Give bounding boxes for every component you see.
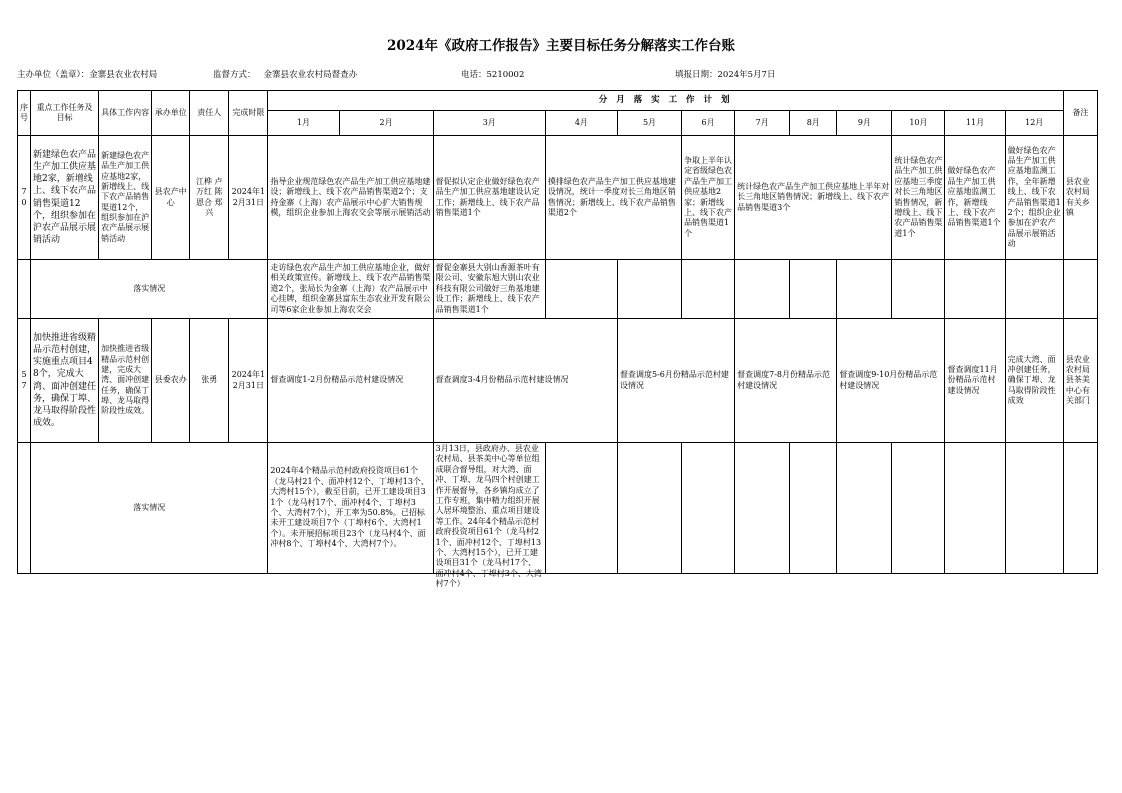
plan-m1-2: 指导企业规范绿色农产品生产加工供应基地建设；新增线上、线下农产品销售渠道2个；支持金寨（上海）农产品展示中心扩大销售规模，组织企业参加上海农交会等展示展销活动 xyxy=(268,136,433,260)
task-ledger-table xyxy=(17,90,1098,589)
plan-m3: 督促拟认定企业做好绿色农产品生产加工供应基地建设认定工作；新增线上、线下农产品销售渠道1个 xyxy=(433,136,545,260)
month-header: 6月 xyxy=(682,111,735,136)
empty-cell xyxy=(945,260,1005,319)
plan-m10: 统计绿色农产品生产加工供应基地三季度对长三角地区销售情况，新增线上、线下农产品销售渠道1个 xyxy=(892,136,945,260)
row-unit: 县农产中心 xyxy=(152,136,190,260)
table-row-progress xyxy=(18,260,1098,319)
empty-cell xyxy=(545,443,617,574)
col-remark: 备注 xyxy=(1063,91,1097,136)
row-deadline: 2024年12月31日 xyxy=(229,136,268,260)
row-person: 江桦 卢万红 陈恩合 郑兴 xyxy=(190,136,229,260)
progress-m1-2: 走访绿色农产品生产加工供应基地企业，做好相关政策宣传。新增线上、线下农产品销售渠道2个，张局长为金寨（上海）农产品展示中心挂牌，组织金寨县富东生态农业开发有限公司等6家企业参加上海农交会 xyxy=(268,260,433,319)
supervision-label: 监督方式： xyxy=(213,70,256,80)
row-deadline: 2024年12月31日 xyxy=(229,319,268,443)
month-header: 4月 xyxy=(545,111,617,136)
empty-cell xyxy=(892,443,945,574)
row-seq: 57 xyxy=(18,319,31,443)
month-header: 3月 xyxy=(433,111,545,136)
progress-m1-2: 2024年4个精品示范村政府投资项目61个（龙马村21个、面冲村12个、丁埠村13个、大湾村15个），截至目前，已开工建设项目31个（龙马村17个、面冲村4个、丁埠村3个、大湾村7个），开工率为50.8%。已招标未开工建设项目7个（丁埠村6个、大湾村1个）。未开展招标项目23个（龙马村4个、面冲村8个、丁埠村4个、大湾村7个）。 xyxy=(268,443,433,574)
month-header: 12月 xyxy=(1005,111,1063,136)
plan-m4-5: 摸排绿色农产品生产加工供应基地建设情况，统计一季度对长三角地区销售情况；新增线上、线下农产品销售渠道2个 xyxy=(545,136,681,260)
month-header: 10月 xyxy=(892,111,945,136)
row-task: 新建绿色农产品生产加工供应基地2家，新增线上、线下农产品销售渠道12个，组织参加在沪农产品展示展销活动 xyxy=(31,136,99,260)
progress-label: 落实情况 xyxy=(31,443,268,574)
empty-cell xyxy=(790,260,837,319)
progress-m3 xyxy=(433,443,545,589)
empty-cell xyxy=(18,260,31,319)
plan-m7-9: 统计绿色农产品生产加工供应基地上半年对长三角地区销售情况；新增线上、线下农产品销售渠道3个 xyxy=(735,136,892,260)
plan-m5-6: 督查调度5-6月份精品示范村建设情况 xyxy=(617,319,734,443)
empty-cell xyxy=(682,260,735,319)
empty-cell xyxy=(892,260,945,319)
row-unit: 县委农办 xyxy=(152,319,190,443)
col-monthly-plan: 分 月 落 实 工 作 计 划 xyxy=(268,91,1063,111)
phone-value: 5210002 xyxy=(486,70,525,80)
empty-cell xyxy=(1005,443,1063,574)
row-remark: 县农业农村局有关乡镇 xyxy=(1063,136,1097,260)
table-row-progress xyxy=(18,443,1098,574)
header-row-1 xyxy=(18,91,1098,111)
sponsor-info xyxy=(17,68,157,80)
date-value: 2024年5月7日 xyxy=(717,70,776,80)
empty-cell xyxy=(945,443,1005,574)
progress-label: 落实情况 xyxy=(31,260,268,319)
empty-cell xyxy=(617,260,681,319)
empty-cell xyxy=(18,443,31,574)
plan-m11: 做好绿色农产品生产加工供应基地监测工作，新增线上、线下农产品销售渠道1个 xyxy=(945,136,1005,260)
table-row xyxy=(18,136,1098,260)
plan-m11: 督查调度11月份精品示范村建设情况 xyxy=(945,319,1005,443)
empty-cell xyxy=(735,443,790,574)
phone-label: 电话： xyxy=(461,70,487,80)
plan-m6: 争取上半年认定省级绿色农产品生产加工供应基地2家；新增线上、线下农产品销售渠道1个 xyxy=(682,136,735,260)
month-header: 9月 xyxy=(837,111,892,136)
plan-m12: 完成大湾、面冲创建任务，确保丁埠、龙马取得阶段性成效 xyxy=(1005,319,1063,443)
month-header: 5月 xyxy=(617,111,681,136)
row-content: 新建绿色农产品生产加工供应基地2家，新增线上、线下农产品销售渠道12个，组织参加在沪农产品展示展销活动 xyxy=(99,136,152,260)
month-header: 8月 xyxy=(790,111,837,136)
sponsor-label: 主办单位（盖章）： xyxy=(17,70,90,80)
plan-m7-8: 督查调度7-8月份精品示范村建设情况 xyxy=(735,319,837,443)
empty-cell xyxy=(735,260,790,319)
plan-m12: 做好绿色农产品生产加工供应基地监测工作，全年新增线上、线下农产品销售渠道12个；组织企业参加在沪农产品展示展销活动 xyxy=(1005,136,1063,260)
date-label: 填报日期： xyxy=(675,70,718,80)
empty-cell xyxy=(790,443,837,574)
col-task: 重点工作任务及目标 xyxy=(31,91,99,136)
progress-m3: 督促金寨县大别山香源茶叶有限公司、安徽东旭大别山农业科技有限公司做好三角基地建设工作；新增线上、线下农产品销售渠道1个 xyxy=(433,260,545,319)
month-header: 1月 xyxy=(268,111,339,136)
plan-m1-2: 督查调度1-2月份精品示范村建设情况 xyxy=(268,319,433,443)
empty-cell xyxy=(617,443,681,574)
phone-info xyxy=(461,68,524,80)
row-content: 加快推进省级精品示范村创建，完成大湾、面冲创建任务，确保丁埠、龙马取得阶段性成效。 xyxy=(99,319,152,443)
plan-m9-10: 督查调度9-10月份精品示范村建设情况 xyxy=(837,319,945,443)
empty-cell xyxy=(1005,260,1063,319)
row-remark: 县农业农村局县茶美中心有关部门 xyxy=(1063,319,1097,443)
row-seq: 70 xyxy=(18,136,31,260)
col-person: 责任人 xyxy=(190,91,229,136)
empty-cell xyxy=(1063,443,1097,574)
supervision-info xyxy=(213,68,357,80)
plan-m3-4: 督查调度3-4月份精品示范村建设情况 xyxy=(433,319,617,443)
row-task: 加快推进省级精品示范村创建，实施重点项目48个，完成大湾、面冲创建任务，确保丁埠、龙马取得阶段性成效。 xyxy=(31,319,99,443)
col-deadline: 完成时限 xyxy=(229,91,268,136)
month-header: 7月 xyxy=(735,111,790,136)
sponsor-value: 金寨县农业农村局 xyxy=(89,70,158,80)
date-info xyxy=(675,68,775,80)
empty-cell xyxy=(682,443,735,574)
progress-m3-text: 3月13日，县政府办、县农业农村局、县茶美中心等单位组成联合督导组，对大湾、面冲、丁埠、龙马四个村创建工作开展督导，各乡镇均成立了工作专班，集中精力组织开展人居环境整治、重点项目建设等工作。24年4个精品示范村政府投资项目61个（龙马村21个、面冲村12个、丁埠村13个、大湾村15个），已开工建设项目31个（龙马村17个、面冲村4个、丁埠村3个、大湾村7个） xyxy=(435,444,542,589)
month-header: 2月 xyxy=(339,111,433,136)
empty-cell xyxy=(1063,260,1097,319)
page-title: 2024年《政府工作报告》主要目标任务分解落实工作台账 xyxy=(386,38,736,54)
col-seq: 序号 xyxy=(18,91,31,136)
row-person: 张勇 xyxy=(190,319,229,443)
empty-cell xyxy=(837,260,892,319)
month-header: 11月 xyxy=(945,111,1005,136)
col-content: 具体工作内容 xyxy=(99,91,152,136)
table-row xyxy=(18,319,1098,443)
supervision-value: 金寨县农业农村局督查办 xyxy=(263,70,358,80)
empty-cell xyxy=(545,260,617,319)
empty-cell xyxy=(837,443,892,574)
col-unit: 承办单位 xyxy=(152,91,190,136)
